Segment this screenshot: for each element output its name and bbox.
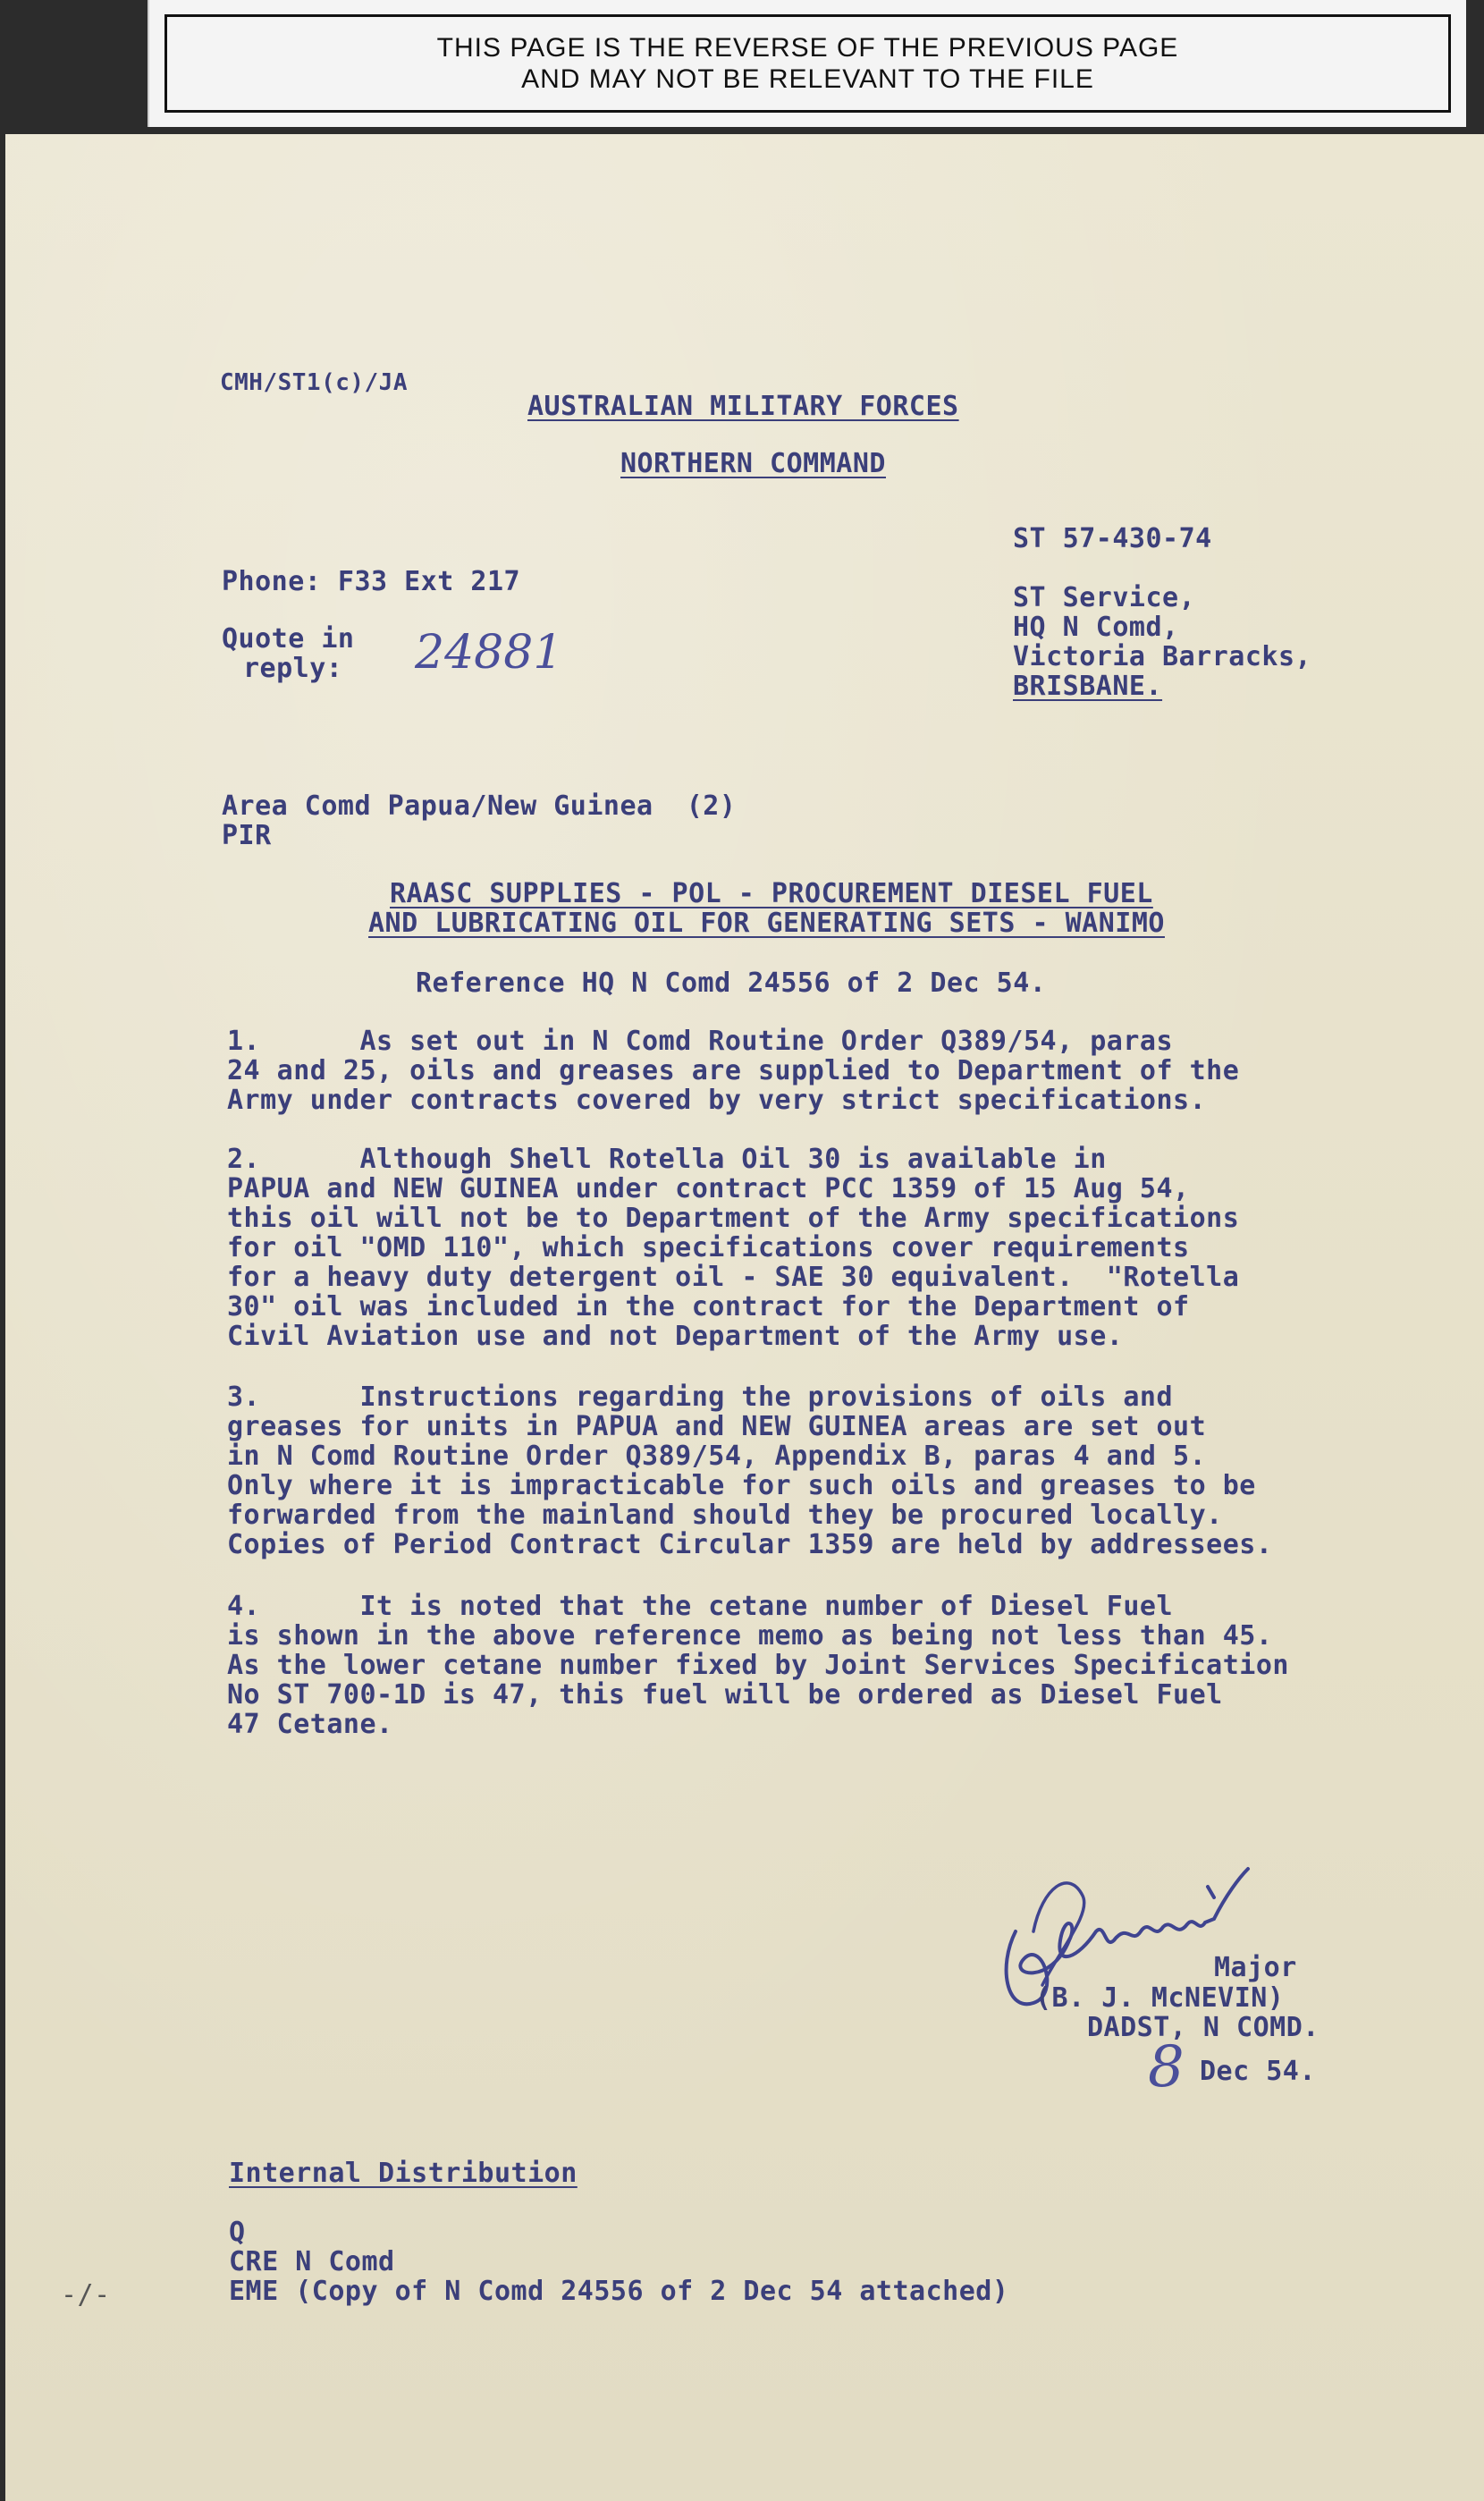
- distribution-heading: Internal Distribution: [229, 2158, 578, 2189]
- letter-page: [5, 134, 1484, 2501]
- recipient-line-1: Area Comd Papua/New Guinea (2): [222, 790, 737, 822]
- paragraph-4-line-5: 47 Cetane.: [227, 1709, 393, 1740]
- banner-line-2: AND MAY NOT BE RELEVANT TO THE FILE: [521, 64, 1094, 94]
- paragraph-3-line-5: forwarded from the mainland should they be procured locally.: [227, 1500, 1223, 1531]
- reference-line: Reference HQ N Comd 24556 of 2 Dec 54.: [416, 967, 1047, 999]
- file-reference: CMH/ST1(c)/JA: [220, 369, 408, 396]
- signatory-rank: Major: [1214, 1952, 1297, 1983]
- paragraph-3-line-1: 3. Instructions regarding the provisions of oils and: [227, 1381, 1174, 1413]
- paragraph-4-line-3: As the lower cetane number fixed by Joint Services Specification: [227, 1650, 1289, 1681]
- organisation-heading: AUSTRALIAN MILITARY FORCES: [527, 391, 959, 422]
- paragraph-2-line-2: PAPUA and NEW GUINEA under contract PCC 1359 of 15 Aug 54,: [227, 1173, 1190, 1204]
- margin-mark: -/-: [61, 2279, 111, 2311]
- paragraph-3-line-4: Only where it is impracticable for such oils and greases to be: [227, 1470, 1256, 1501]
- subject-line-1: RAASC SUPPLIES - POL - PROCUREMENT DIESEL FUEL: [390, 878, 1153, 909]
- paragraph-2-line-3: this oil will not be to Department of the Army specifications: [227, 1203, 1240, 1234]
- signatory-title: DADST, N COMD.: [1087, 2012, 1320, 2043]
- quote-in-label: Quote in: [222, 623, 355, 655]
- reverse-page-banner: [148, 0, 1466, 127]
- handwritten-date-day: 8: [1148, 2034, 1185, 2100]
- handwritten-reference-number: 24881: [415, 626, 563, 680]
- signatory-name: (B. J. McNEVIN): [1035, 1982, 1285, 2014]
- recipient-line-2: PIR: [222, 820, 272, 851]
- paragraph-4-line-4: No ST 700-1D is 47, this fuel will be ordered as Diesel Fuel: [227, 1679, 1223, 1711]
- paragraph-2-line-6: 30" oil was included in the contract for the Department of: [227, 1291, 1190, 1322]
- paragraph-2-line-4: for oil "OMD 110", which specifications cover requirements: [227, 1232, 1190, 1263]
- reply-label: reply:: [243, 653, 343, 684]
- distribution-item-q: Q: [229, 2217, 246, 2248]
- paragraph-4-line-2: is shown in the above reference memo as being not less than 45.: [227, 1620, 1273, 1652]
- paragraph-1-line-2: 24 and 25, oils and greases are supplied to Department of the: [227, 1055, 1240, 1086]
- paragraph-3-line-3: in N Comd Routine Order Q389/54, Appendix B, paras 4 and 5.: [227, 1441, 1207, 1472]
- subject-line-2: AND LUBRICATING OIL FOR GENERATING SETS - WANIMO: [368, 908, 1165, 939]
- paragraph-2-line-5: for a heavy duty detergent oil - SAE 30 equivalent. "Rotella: [227, 1262, 1240, 1293]
- command-heading: NORTHERN COMMAND: [620, 448, 886, 479]
- distribution-item-eme: EME (Copy of N Comd 24556 of 2 Dec 54 attached): [229, 2276, 1009, 2307]
- date-typed: Dec 54.: [1200, 2056, 1316, 2087]
- paragraph-2-line-7: Civil Aviation use and not Department of the Army use.: [227, 1321, 1124, 1352]
- distribution-item-cre: CRE N Comd: [229, 2246, 395, 2277]
- paragraph-1-line-1: 1. As set out in N Comd Routine Order Q389/54, paras: [227, 1026, 1174, 1057]
- sender-address-line-3: Victoria Barracks,: [1013, 641, 1312, 672]
- banner-notice-box: [164, 14, 1451, 113]
- sender-address-line-2: HQ N Comd,: [1013, 612, 1179, 643]
- paragraph-4-line-1: 4. It is noted that the cetane number of Diesel Fuel: [227, 1591, 1174, 1622]
- paragraph-3-line-6: Copies of Period Contract Circular 1359 are held by addressees.: [227, 1529, 1273, 1560]
- phone-line: Phone: F33 Ext 217: [222, 566, 521, 597]
- sender-address-line-1: ST Service,: [1013, 582, 1196, 613]
- banner-line-1: THIS PAGE IS THE REVERSE OF THE PREVIOUS PAGE: [436, 33, 1179, 63]
- paragraph-1-line-3: Army under contracts covered by very strict specifications.: [227, 1085, 1207, 1116]
- paragraph-3-line-2: greases for units in PAPUA and NEW GUINEA areas are set out: [227, 1411, 1207, 1442]
- st-number: ST 57-430-74: [1013, 523, 1212, 554]
- paragraph-2-line-1: 2. Although Shell Rotella Oil 30 is available in: [227, 1144, 1107, 1175]
- sender-address-line-4: BRISBANE.: [1013, 671, 1163, 702]
